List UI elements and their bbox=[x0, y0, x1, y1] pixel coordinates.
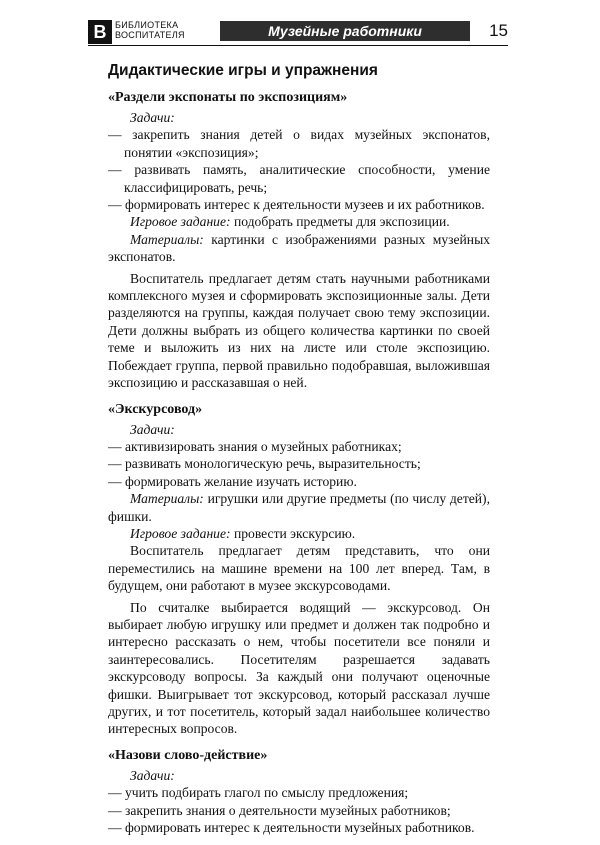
game-title: «Экскурсовод» bbox=[108, 401, 203, 417]
tasks-label: Задачи: bbox=[130, 767, 175, 783]
game-task-label: Игровое задание: bbox=[130, 214, 231, 230]
tasks-label: Задачи: bbox=[130, 421, 175, 437]
task-item: — активизировать знания о музейных работниках; bbox=[108, 438, 402, 454]
game-task-text: провести экскурсию. bbox=[233, 525, 356, 541]
task-item: — закрепить знания детей о видах музейных экспонатов, понятии «экспозиция»; bbox=[108, 127, 490, 160]
page-title: Дидактические игры и упражнения bbox=[108, 62, 378, 79]
series-name bbox=[115, 20, 185, 40]
task-item: — развивать монологическую речь, выразительность; bbox=[108, 456, 421, 472]
materials-line bbox=[108, 231, 490, 266]
game-section-2 bbox=[108, 401, 490, 738]
game-task-text: подобрать предметы для экспозиции. bbox=[233, 214, 450, 230]
page-header bbox=[88, 20, 508, 44]
page-content bbox=[108, 62, 490, 845]
materials-text: игрушки или другие предметы (по числу детей), фишки. bbox=[108, 491, 490, 524]
game-task-label: Игровое задание: bbox=[130, 525, 231, 541]
game-title: «Раздели экспонаты по экспозициям» bbox=[108, 90, 348, 105]
game-section-1 bbox=[108, 89, 490, 392]
task-item: — формировать интерес к деятельности музейных работников. bbox=[108, 820, 475, 836]
game-task-line bbox=[108, 525, 490, 542]
materials-text: картинки с изображениями разных музейных экспонатов. bbox=[108, 231, 490, 265]
materials-label: Материалы: bbox=[130, 491, 204, 507]
game-task-line bbox=[108, 213, 490, 230]
description-paragraph: По считалке выбирается водящий — экскурсовод. Он выбирает любую игрушку или предмет и должен так подробно и интересно рассказать о нем, чтобы посетители все поняли и заинтересовались. Посетителям разрешается задавать экскурсоводу вопросы. За каждый они получают оценочные фишки. Выигрывает тот экскурсовод, который рассказал лучше других, и тот посетитель, который задал наибольшее количество интересных вопросов. bbox=[108, 599, 490, 737]
page-number: 15 bbox=[489, 21, 508, 40]
task-item: — формировать желание изучать историю. bbox=[108, 473, 357, 489]
materials-line bbox=[108, 490, 490, 525]
game-section-3 bbox=[108, 747, 490, 837]
section-title: Музейные работники bbox=[220, 21, 470, 41]
task-item: — формировать интерес к деятельности музеев и их работников. bbox=[108, 197, 485, 213]
header-divider bbox=[88, 45, 508, 46]
task-item: — учить подбирать глагол по смыслу предложения; bbox=[108, 785, 409, 801]
library-logo-icon: В bbox=[88, 20, 112, 44]
materials-label: Материалы: bbox=[130, 231, 204, 247]
series-line-1: БИБЛИОТЕКА bbox=[115, 20, 179, 30]
game-title: «Назови слово-действие» bbox=[108, 747, 268, 763]
description-paragraph: Воспитатель предлагает детям стать научными работниками комплексного музея и сформировать экспозиционные залы. Дети разделяются на группы, каждая получает свою тему экспозиции. Дети должны выбрать из общего количества картинки по своей теме и выложить из них на листе или столе экспозицию. Побеждает группа, первой правильно подобравшая, выложившая экспозицию и рассказавшая о ней. bbox=[108, 270, 490, 391]
task-item: — развивать память, аналитические способности, умение классифицировать, речь; bbox=[108, 162, 490, 195]
task-item: — закрепить знания о деятельности музейных работников; bbox=[108, 802, 451, 818]
description-paragraph: Воспитатель предлагает детям представить, что они переместились на машине времени на 100 лет вперед. Там, в будущем, они работают в музее экскурсоводами. bbox=[108, 543, 490, 594]
tasks-label: Задачи: bbox=[130, 110, 175, 125]
series-line-2: ВОСПИТАТЕЛЯ bbox=[115, 30, 185, 40]
